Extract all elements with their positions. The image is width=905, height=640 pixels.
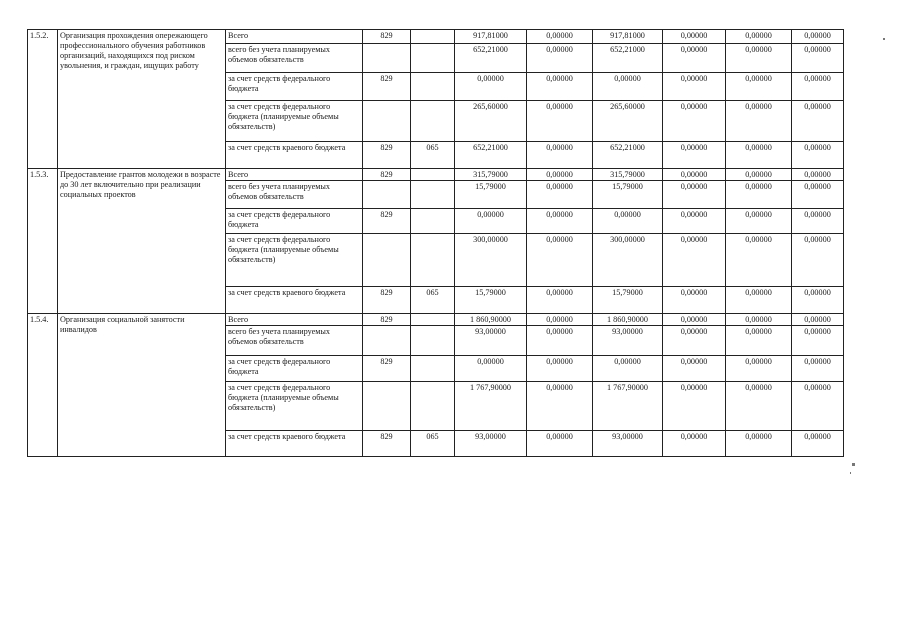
amount-cell: 0,00000 (527, 326, 593, 356)
amount-cell: 0,00000 (527, 142, 593, 169)
amount-cell: 0,00000 (792, 30, 844, 44)
amount-cell: 315,79000 (455, 169, 527, 181)
budget-code-section: 065 (411, 431, 455, 457)
item-number: 1.5.4. (28, 314, 58, 457)
amount-cell: 0,00000 (663, 142, 726, 169)
amount-cell: 15,79000 (455, 181, 527, 209)
amount-cell: 0,00000 (663, 73, 726, 101)
amount-cell: 93,00000 (455, 326, 527, 356)
amount-cell: 0,00000 (663, 382, 726, 431)
scan-speck (850, 472, 851, 474)
amount-cell: 0,00000 (663, 209, 726, 234)
table-body (28, 30, 844, 457)
amount-cell: 0,00000 (726, 44, 792, 73)
amount-cell: 0,00000 (455, 209, 527, 234)
item-number: 1.5.3. (28, 169, 58, 314)
amount-cell: 1 767,90000 (455, 382, 527, 431)
item-title: Предоставление грантов молодежи в возрасте до 30 лет включительно при реализации социальных проектов (58, 169, 226, 314)
amount-cell: 0,00000 (726, 287, 792, 314)
item-title: Организация социальной занятости инвалидов (58, 314, 226, 457)
amount-cell: 0,00000 (455, 73, 527, 101)
funding-source: всего без учета планируемых объемов обязательств (226, 44, 363, 73)
budget-code-section: 065 (411, 142, 455, 169)
budget-code-section (411, 356, 455, 382)
amount-cell: 0,00000 (726, 431, 792, 457)
budget-code-grbs: 829 (363, 431, 411, 457)
amount-cell: 0,00000 (792, 326, 844, 356)
funding-source: за счет средств краевого бюджета (226, 287, 363, 314)
table-row (28, 314, 844, 326)
amount-cell: 0,00000 (663, 356, 726, 382)
amount-cell: 0,00000 (527, 431, 593, 457)
amount-cell: 0,00000 (726, 209, 792, 234)
amount-cell: 300,00000 (455, 234, 527, 287)
amount-cell: 0,00000 (792, 234, 844, 287)
amount-cell: 0,00000 (726, 73, 792, 101)
amount-cell: 0,00000 (792, 356, 844, 382)
amount-cell: 0,00000 (593, 356, 663, 382)
budget-code-section (411, 101, 455, 142)
amount-cell: 0,00000 (663, 181, 726, 209)
budget-code-section (411, 30, 455, 44)
amount-cell: 15,79000 (593, 287, 663, 314)
amount-cell: 0,00000 (663, 44, 726, 73)
funding-source: за счет средств федерального бюджета (226, 73, 363, 101)
scan-speck (883, 38, 885, 40)
amount-cell: 0,00000 (792, 209, 844, 234)
amount-cell: 0,00000 (663, 326, 726, 356)
amount-cell: 0,00000 (726, 382, 792, 431)
funding-source: за счет средств федерального бюджета (планируемые объемы обязательств) (226, 382, 363, 431)
amount-cell: 0,00000 (593, 73, 663, 101)
funding-source: Всего (226, 169, 363, 181)
budget-code-section (411, 169, 455, 181)
amount-cell: 0,00000 (527, 234, 593, 287)
amount-cell: 0,00000 (663, 431, 726, 457)
budget-code-grbs: 829 (363, 30, 411, 44)
amount-cell: 15,79000 (455, 287, 527, 314)
amount-cell: 0,00000 (792, 44, 844, 73)
amount-cell: 0,00000 (792, 382, 844, 431)
amount-cell: 0,00000 (726, 326, 792, 356)
funding-source: всего без учета планируемых объемов обязательств (226, 181, 363, 209)
funding-source: за счет средств федерального бюджета (планируемые объемы обязательств) (226, 234, 363, 287)
item-number: 1.5.2. (28, 30, 58, 169)
budget-code-grbs: 829 (363, 209, 411, 234)
funding-source: за счет средств федерального бюджета (226, 356, 363, 382)
budget-code-section (411, 209, 455, 234)
budget-code-grbs: 829 (363, 314, 411, 326)
amount-cell: 1 860,90000 (455, 314, 527, 326)
amount-cell: 0,00000 (726, 356, 792, 382)
budget-code-grbs (363, 234, 411, 287)
funding-source: за счет средств краевого бюджета (226, 431, 363, 457)
amount-cell: 0,00000 (663, 169, 726, 181)
table-row (28, 169, 844, 181)
amount-cell: 0,00000 (527, 209, 593, 234)
funding-source: за счет средств краевого бюджета (226, 142, 363, 169)
amount-cell: 0,00000 (726, 234, 792, 287)
amount-cell: 0,00000 (792, 101, 844, 142)
amount-cell: 652,21000 (455, 142, 527, 169)
amount-cell: 0,00000 (726, 30, 792, 44)
budget-code-grbs (363, 326, 411, 356)
budget-code-grbs (363, 44, 411, 73)
amount-cell: 0,00000 (663, 101, 726, 142)
amount-cell: 917,81000 (593, 30, 663, 44)
budget-code-section: 065 (411, 287, 455, 314)
amount-cell: 265,60000 (455, 101, 527, 142)
amount-cell: 0,00000 (527, 287, 593, 314)
budget-code-grbs (363, 181, 411, 209)
budget-table (27, 29, 844, 457)
budget-code-section (411, 73, 455, 101)
budget-code-grbs: 829 (363, 142, 411, 169)
amount-cell: 0,00000 (455, 356, 527, 382)
amount-cell: 0,00000 (726, 169, 792, 181)
funding-source: всего без учета планируемых объемов обязательств (226, 326, 363, 356)
budget-code-grbs (363, 101, 411, 142)
amount-cell: 0,00000 (726, 142, 792, 169)
amount-cell: 1 860,90000 (593, 314, 663, 326)
scan-speck (852, 463, 855, 466)
budget-code-grbs (363, 382, 411, 431)
funding-source: за счет средств федерального бюджета (226, 209, 363, 234)
budget-code-section (411, 44, 455, 73)
amount-cell: 0,00000 (792, 181, 844, 209)
amount-cell: 0,00000 (726, 314, 792, 326)
budget-code-grbs: 829 (363, 169, 411, 181)
amount-cell: 0,00000 (792, 73, 844, 101)
amount-cell: 652,21000 (455, 44, 527, 73)
amount-cell: 0,00000 (527, 169, 593, 181)
amount-cell: 0,00000 (726, 181, 792, 209)
amount-cell: 0,00000 (527, 382, 593, 431)
amount-cell: 0,00000 (527, 314, 593, 326)
amount-cell: 0,00000 (663, 234, 726, 287)
funding-source: Всего (226, 314, 363, 326)
funding-source: за счет средств федерального бюджета (планируемые объемы обязательств) (226, 101, 363, 142)
amount-cell: 0,00000 (792, 142, 844, 169)
amount-cell: 652,21000 (593, 142, 663, 169)
amount-cell: 0,00000 (792, 287, 844, 314)
amount-cell: 0,00000 (792, 314, 844, 326)
amount-cell: 265,60000 (593, 101, 663, 142)
amount-cell: 0,00000 (663, 287, 726, 314)
amount-cell: 0,00000 (527, 30, 593, 44)
budget-code-section (411, 382, 455, 431)
budget-code-section (411, 234, 455, 287)
table-row (28, 30, 844, 44)
budget-code-grbs: 829 (363, 73, 411, 101)
budget-code-section (411, 181, 455, 209)
amount-cell: 0,00000 (527, 73, 593, 101)
item-title: Организация прохождения опережающего профессионального обучения работников организаций, находящихся под риском увольнения, и граждан, ищущих работу (58, 30, 226, 169)
amount-cell: 0,00000 (527, 44, 593, 73)
amount-cell: 0,00000 (527, 101, 593, 142)
budget-code-section (411, 314, 455, 326)
amount-cell: 0,00000 (792, 169, 844, 181)
amount-cell: 93,00000 (593, 431, 663, 457)
amount-cell: 917,81000 (455, 30, 527, 44)
amount-cell: 0,00000 (663, 30, 726, 44)
amount-cell: 0,00000 (726, 101, 792, 142)
amount-cell: 0,00000 (663, 314, 726, 326)
amount-cell: 0,00000 (527, 181, 593, 209)
budget-code-section (411, 326, 455, 356)
funding-source: Всего (226, 30, 363, 44)
amount-cell: 0,00000 (593, 209, 663, 234)
amount-cell: 1 767,90000 (593, 382, 663, 431)
amount-cell: 93,00000 (593, 326, 663, 356)
amount-cell: 315,79000 (593, 169, 663, 181)
amount-cell: 0,00000 (792, 431, 844, 457)
budget-code-grbs: 829 (363, 356, 411, 382)
amount-cell: 15,79000 (593, 181, 663, 209)
budget-code-grbs: 829 (363, 287, 411, 314)
amount-cell: 652,21000 (593, 44, 663, 73)
amount-cell: 93,00000 (455, 431, 527, 457)
amount-cell: 300,00000 (593, 234, 663, 287)
amount-cell: 0,00000 (527, 356, 593, 382)
